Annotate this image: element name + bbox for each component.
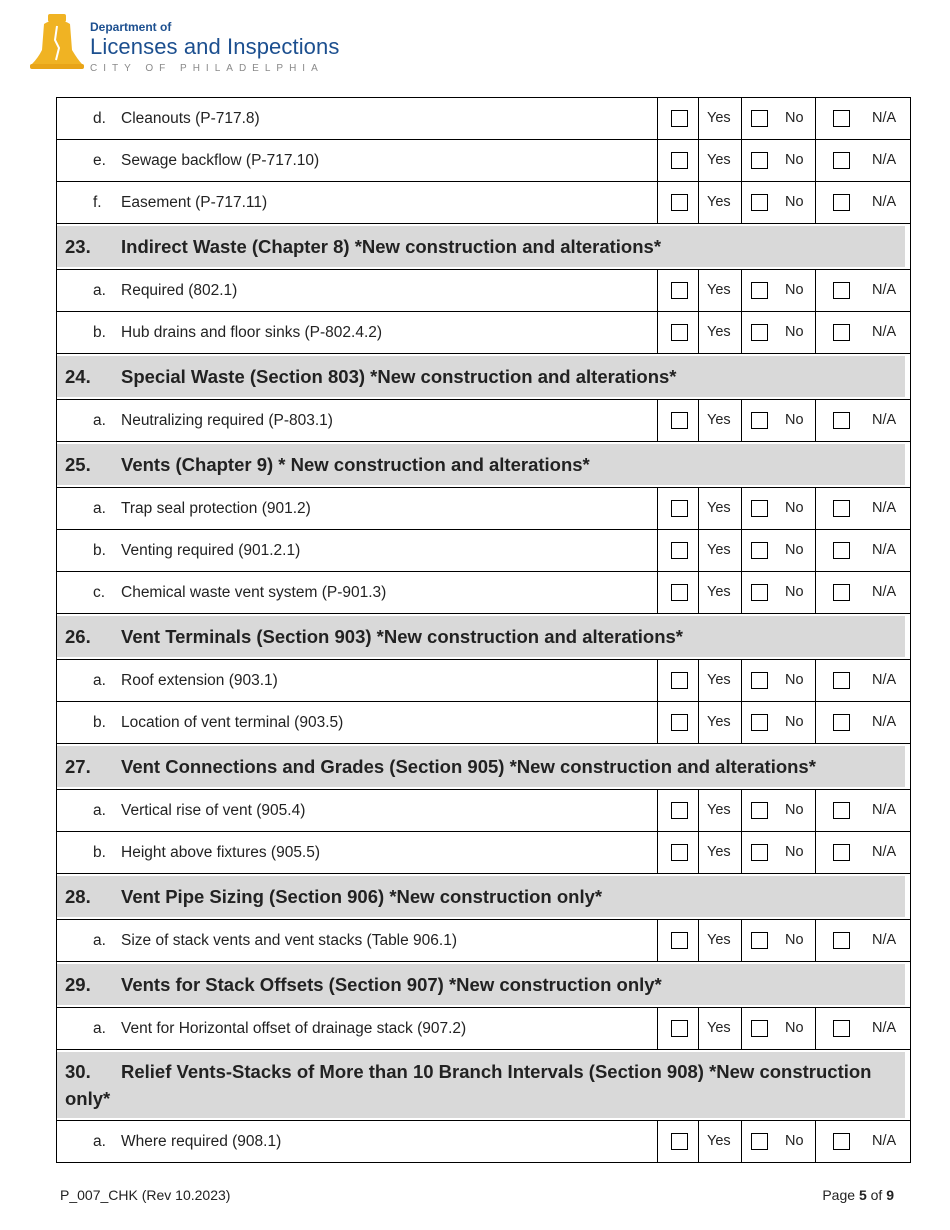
na-label: N/A: [872, 194, 897, 210]
item-letter: a.: [93, 1133, 106, 1150]
no-label: No: [785, 412, 804, 428]
liberty-bell-icon: [28, 10, 86, 76]
yes-label: Yes: [707, 542, 731, 558]
yes-label: Yes: [707, 152, 731, 168]
no-label: No: [785, 324, 804, 340]
na-label: N/A: [872, 1020, 897, 1036]
item-letter: f.: [93, 194, 102, 211]
no-checkbox[interactable]: [751, 1020, 768, 1037]
no-label: No: [785, 500, 804, 516]
item-label: Where required (908.1): [121, 1133, 282, 1150]
no-checkbox[interactable]: [751, 844, 768, 861]
checklist-row: [56, 920, 911, 962]
na-checkbox[interactable]: [833, 714, 850, 731]
no-label: No: [785, 152, 804, 168]
checklist-form: [56, 97, 911, 1163]
checklist-row: [56, 1008, 911, 1050]
yes-checkbox[interactable]: [671, 282, 688, 299]
item-label: Chemical waste vent system (P-901.3): [121, 584, 387, 601]
section-header-23: [56, 224, 911, 270]
no-label: No: [785, 282, 804, 298]
checklist-row: [56, 140, 911, 182]
yes-label: Yes: [707, 324, 731, 340]
item-letter: b.: [93, 542, 106, 559]
department-label: Department of: [90, 20, 172, 34]
yes-checkbox[interactable]: [671, 542, 688, 559]
section-number: 26.: [65, 626, 91, 647]
na-checkbox[interactable]: [833, 412, 850, 429]
no-label: No: [785, 1020, 804, 1036]
na-label: N/A: [872, 672, 897, 688]
form-id: P_007_CHK (Rev 10.2023): [60, 1187, 231, 1203]
section-number: 23.: [65, 236, 91, 257]
yes-label: Yes: [707, 584, 731, 600]
na-checkbox[interactable]: [833, 932, 850, 949]
no-checkbox[interactable]: [751, 412, 768, 429]
page-total: 9: [886, 1187, 894, 1203]
na-checkbox[interactable]: [833, 1133, 850, 1150]
no-label: No: [785, 542, 804, 558]
yes-label: Yes: [707, 1020, 731, 1036]
item-letter: b.: [93, 324, 106, 341]
na-label: N/A: [872, 844, 897, 860]
na-checkbox[interactable]: [833, 1020, 850, 1037]
section-header-25: [56, 442, 911, 488]
yes-checkbox[interactable]: [671, 844, 688, 861]
section-title: Vent Pipe Sizing (Section 906) *New construction only*: [121, 886, 603, 907]
checklist-row: [56, 97, 911, 140]
yes-checkbox[interactable]: [671, 672, 688, 689]
section-header-24: [56, 354, 911, 400]
item-letter: e.: [93, 152, 106, 169]
item-letter: a.: [93, 932, 106, 949]
na-label: N/A: [872, 324, 897, 340]
header-logo: [28, 10, 368, 80]
section-number: 25.: [65, 454, 91, 475]
yes-label: Yes: [707, 500, 731, 516]
yes-label: Yes: [707, 802, 731, 818]
no-label: No: [785, 584, 804, 600]
item-label: Height above fixtures (905.5): [121, 844, 321, 861]
section-number: 28.: [65, 886, 91, 907]
checklist-row: [56, 1121, 911, 1163]
no-label: No: [785, 194, 804, 210]
no-checkbox[interactable]: [751, 282, 768, 299]
yes-checkbox[interactable]: [671, 714, 688, 731]
checklist-row: [56, 832, 911, 874]
item-label: Easement (P-717.11): [121, 194, 268, 211]
na-label: N/A: [872, 282, 897, 298]
yes-label: Yes: [707, 282, 731, 298]
item-letter: d.: [93, 110, 106, 127]
na-checkbox[interactable]: [833, 542, 850, 559]
na-checkbox[interactable]: [833, 110, 850, 127]
no-checkbox[interactable]: [751, 152, 768, 169]
page-of: of: [870, 1187, 883, 1203]
na-checkbox[interactable]: [833, 500, 850, 517]
yes-label: Yes: [707, 1133, 731, 1149]
no-checkbox[interactable]: [751, 584, 768, 601]
city-label: CITY OF PHILADELPHIA: [90, 63, 324, 74]
yes-checkbox[interactable]: [671, 932, 688, 949]
section-title: Indirect Waste (Chapter 8) *New construction and alterations*: [121, 236, 662, 257]
section-title: Vent Terminals (Section 903) *New construction and alterations*: [121, 626, 683, 647]
section-number: 29.: [65, 974, 91, 995]
checklist-row: [56, 790, 911, 832]
checklist-row: [56, 400, 911, 442]
na-checkbox[interactable]: [833, 844, 850, 861]
na-label: N/A: [872, 932, 897, 948]
na-checkbox[interactable]: [833, 324, 850, 341]
na-label: N/A: [872, 802, 897, 818]
no-checkbox[interactable]: [751, 542, 768, 559]
yes-checkbox[interactable]: [671, 152, 688, 169]
yes-label: Yes: [707, 412, 731, 428]
no-label: No: [785, 110, 804, 126]
section-title: Relief Vents-Stacks of More than 10 Branch Intervals (Section 908) *New construction only*: [65, 1061, 872, 1109]
item-label: Vertical rise of vent (905.4): [121, 802, 306, 819]
item-label: Required (802.1): [121, 282, 238, 299]
item-letter: a.: [93, 802, 106, 819]
item-letter: b.: [93, 714, 106, 731]
section-number: 24.: [65, 366, 91, 387]
section-title: Vent Connections and Grades (Section 905) *New construction and alterations*: [121, 756, 816, 777]
section-header-30: [56, 1050, 911, 1121]
item-label: Cleanouts (P-717.8): [121, 110, 260, 127]
checklist-row: [56, 182, 911, 224]
yes-checkbox[interactable]: [671, 500, 688, 517]
item-label: Roof extension (903.1): [121, 672, 278, 689]
no-label: No: [785, 1133, 804, 1149]
item-letter: a.: [93, 500, 106, 517]
section-title: Special Waste (Section 803) *New construction and alterations*: [121, 366, 677, 387]
no-checkbox[interactable]: [751, 802, 768, 819]
yes-checkbox[interactable]: [671, 1133, 688, 1150]
section-header-29: [56, 962, 911, 1008]
no-label: No: [785, 932, 804, 948]
item-letter: a.: [93, 412, 106, 429]
na-checkbox[interactable]: [833, 282, 850, 299]
no-label: No: [785, 672, 804, 688]
yes-label: Yes: [707, 672, 731, 688]
item-label: Trap seal protection (901.2): [121, 500, 311, 517]
yes-label: Yes: [707, 194, 731, 210]
na-checkbox[interactable]: [833, 672, 850, 689]
item-letter: a.: [93, 282, 106, 299]
section-header-26: [56, 614, 911, 660]
no-checkbox[interactable]: [751, 1133, 768, 1150]
page-prefix: Page: [822, 1187, 856, 1203]
yes-checkbox[interactable]: [671, 110, 688, 127]
item-label: Size of stack vents and vent stacks (Table 906.1): [121, 932, 458, 949]
na-label: N/A: [872, 500, 897, 516]
section-number: 30.: [65, 1061, 91, 1082]
na-checkbox[interactable]: [833, 194, 850, 211]
checklist-row: [56, 572, 911, 614]
page-current: 5: [858, 1187, 867, 1203]
no-checkbox[interactable]: [751, 714, 768, 731]
checklist-row: [56, 530, 911, 572]
section-number: 27.: [65, 756, 91, 777]
item-label: Location of vent terminal (903.5): [121, 714, 344, 731]
yes-checkbox[interactable]: [671, 194, 688, 211]
item-label: Hub drains and floor sinks (P-802.4.2): [121, 324, 383, 341]
yes-checkbox[interactable]: [671, 584, 688, 601]
checklist-row: [56, 660, 911, 702]
yes-label: Yes: [707, 932, 731, 948]
no-checkbox[interactable]: [751, 500, 768, 517]
na-label: N/A: [872, 1133, 897, 1149]
yes-label: Yes: [707, 844, 731, 860]
no-checkbox[interactable]: [751, 932, 768, 949]
item-label: Venting required (901.2.1): [121, 542, 301, 559]
checklist-row: [56, 312, 911, 354]
item-letter: a.: [93, 1020, 106, 1037]
no-checkbox[interactable]: [751, 324, 768, 341]
no-checkbox[interactable]: [751, 110, 768, 127]
yes-checkbox[interactable]: [671, 412, 688, 429]
agency-title: Licenses and Inspections: [90, 34, 340, 59]
yes-checkbox[interactable]: [671, 802, 688, 819]
na-label: N/A: [872, 542, 897, 558]
item-letter: c.: [93, 584, 106, 601]
page-number: [822, 1187, 894, 1203]
item-label: Neutralizing required (P-803.1): [121, 412, 333, 429]
na-label: N/A: [872, 584, 897, 600]
yes-checkbox[interactable]: [671, 1020, 688, 1037]
section-header-27: [56, 744, 911, 790]
na-label: N/A: [872, 714, 897, 730]
item-letter: a.: [93, 672, 106, 689]
section-title: Vents for Stack Offsets (Section 907) *New construction only*: [121, 974, 662, 995]
section-header-28: [56, 874, 911, 920]
no-label: No: [785, 802, 804, 818]
checklist-row: [56, 488, 911, 530]
no-label: No: [785, 714, 804, 730]
na-checkbox[interactable]: [833, 802, 850, 819]
na-checkbox[interactable]: [833, 152, 850, 169]
yes-label: Yes: [707, 714, 731, 730]
yes-checkbox[interactable]: [671, 324, 688, 341]
item-letter: b.: [93, 844, 106, 861]
na-label: N/A: [872, 152, 897, 168]
na-label: N/A: [872, 110, 897, 126]
item-label: Sewage backflow (P-717.10): [121, 152, 320, 169]
no-checkbox[interactable]: [751, 672, 768, 689]
checklist-row: [56, 270, 911, 312]
na-label: N/A: [872, 412, 897, 428]
item-label: Vent for Horizontal offset of drainage stack (907.2): [121, 1020, 467, 1037]
section-title: Vents (Chapter 9) * New construction and alterations*: [121, 454, 590, 475]
no-label: No: [785, 844, 804, 860]
yes-label: Yes: [707, 110, 731, 126]
no-checkbox[interactable]: [751, 194, 768, 211]
checklist-row: [56, 702, 911, 744]
na-checkbox[interactable]: [833, 584, 850, 601]
